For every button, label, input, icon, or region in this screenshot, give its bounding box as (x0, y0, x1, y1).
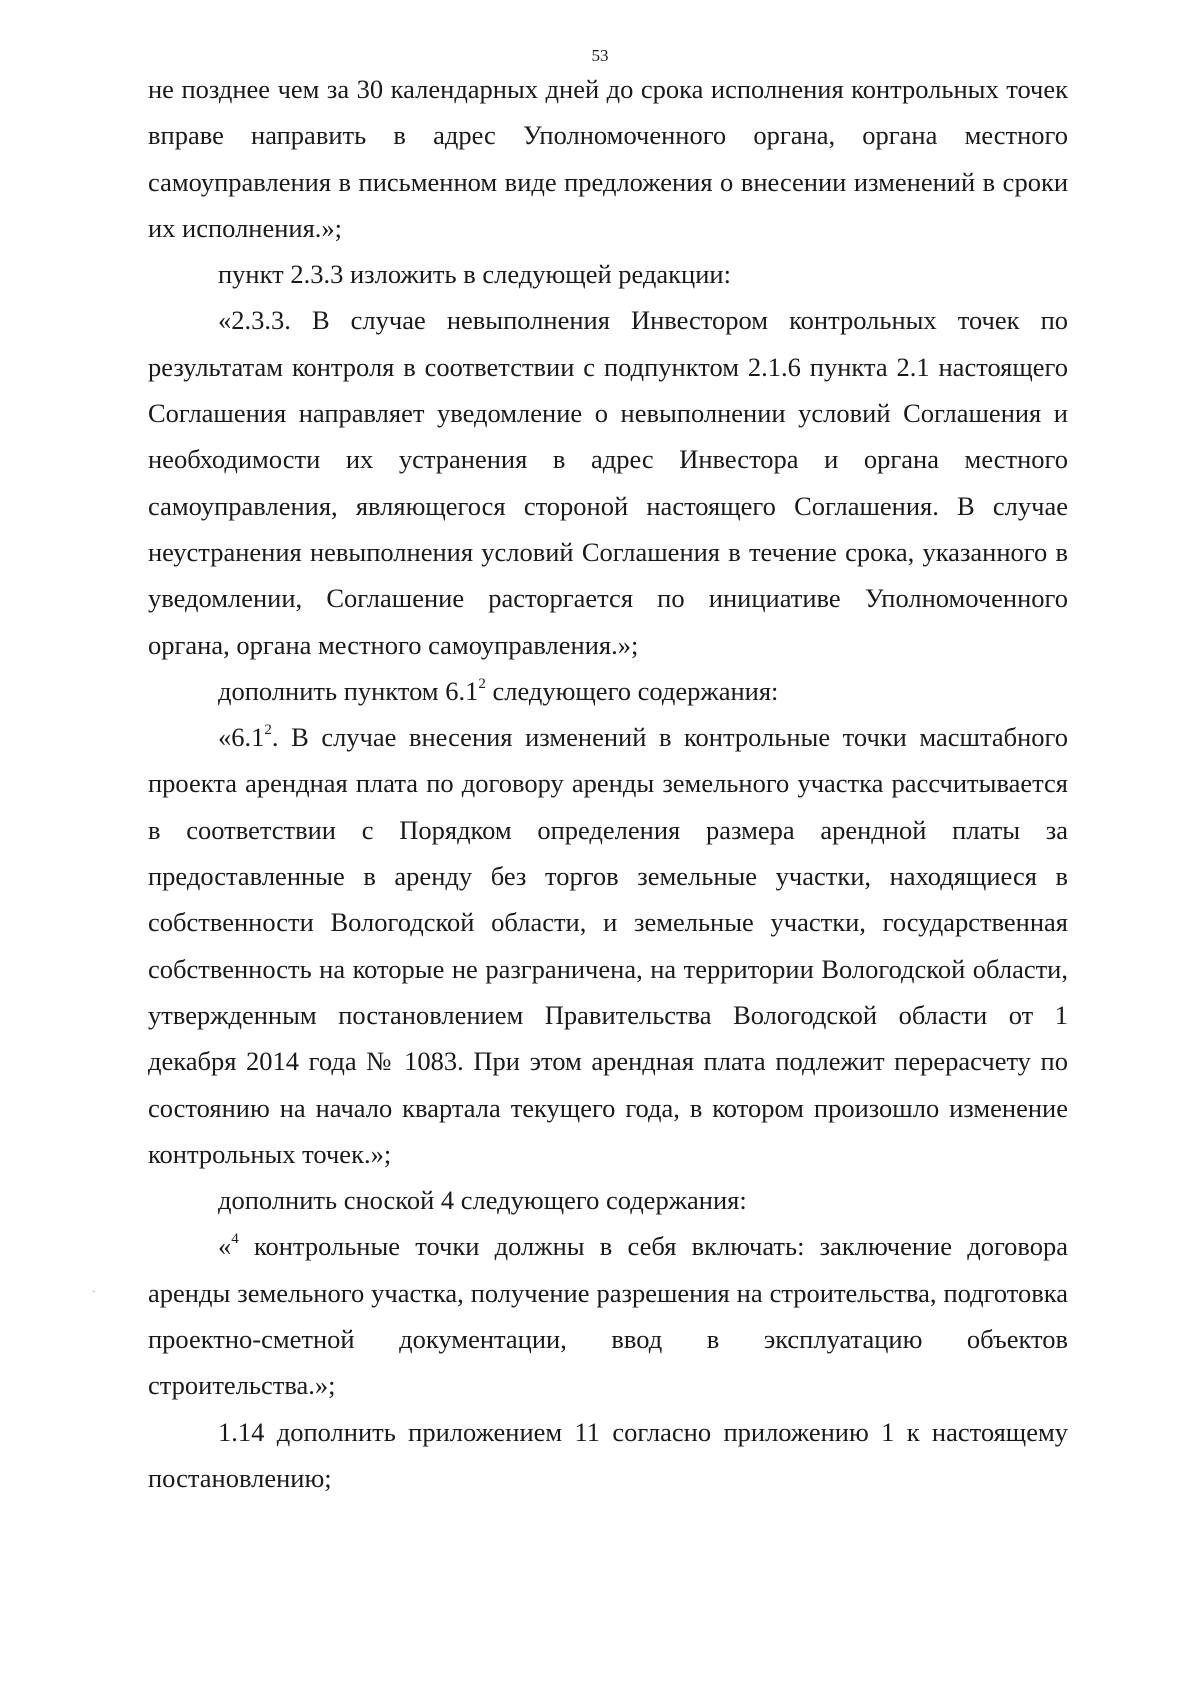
paragraph-clause-2-3-3-intro (148, 251, 1068, 297)
paragraph-footnote-4 (148, 1223, 1068, 1408)
footnote-marker: 4 (231, 1231, 239, 1248)
paragraph-text: не позднее чем за 30 календарных дней до срока исполнения контрольных точек вправе направить в адрес Уполномоченного органа, органа местного самоуправления в письменном виде предложения о внесении изменений в сроки их исполнения.»; (148, 74, 1068, 243)
paragraph-contract-amendment-deadline (148, 66, 1068, 251)
paragraph-text: контрольные точки должны в себя включать: заключение договора аренды земельного участка, получение разрешения на строительства, подготовка проектно-сметной документации, ввод в эксплуатацию объектов строительства.»; (148, 1231, 1068, 1401)
paragraph-text: дополнить сноской 4 следующего содержания: (218, 1185, 747, 1216)
document-body (148, 66, 1068, 1501)
paragraph-text: следующего содержания: (485, 675, 779, 706)
scan-speck: ` (92, 1288, 96, 1302)
paragraph-text: дополнить пунктом 6.1 (218, 675, 479, 706)
paragraph-text: «6.1 (218, 722, 265, 753)
paragraph-text: « (218, 1231, 232, 1262)
paragraph-text: «2.3.3. В случае невыполнения Инвестором контрольных точек по результатам контроля в соответствии с подпунктом 2.1.6 пункта 2.1 настоящего Соглашения направляет уведомление о невыполнении условий Соглашения и необходимости их устранения в адрес Инвестора и органа местного самоуправления, являющегося стороной настоящего Соглашения. В случае неустранения невыполнения условий Соглашения в течение срока, указанного в уведомлении, Соглашение расторгается по инициативе Уполномоченного органа, органа местного самоуправления.»; (148, 305, 1068, 660)
paragraph-footnote-4-intro (148, 1177, 1068, 1223)
superscript-marker: 2 (264, 722, 272, 739)
paragraph-text: . В случае внесения изменений в контрольные точки масштабного проекта арендная плата по договору аренды земельного участка рассчитывается в соответствии с Порядком определения размера арендной платы за предоставленные в аренду без торгов земельные участки, находящиеся в собственности Вологодской области, и земельные участки, государственная собственность на которые не разграничена, на территории Вологодской области, утвержденным постановлением Правительства Вологодской области от 1 декабря 2014 года № 1083. При этом арендная плата подлежит перерасчету по состоянию на начало квартала текущего года, в котором произошло изменение контрольных точек.»; (148, 722, 1068, 1169)
page-number: 53 (591, 46, 609, 65)
paragraph-item-1-14 (148, 1409, 1068, 1502)
paragraph-clause-6-1-2 (148, 714, 1068, 1177)
paragraph-text: 1.14 дополнить приложением 11 согласно приложению 1 к настоящему постановлению; (148, 1416, 1068, 1493)
paragraph-clause-6-1-2-intro (148, 668, 1068, 714)
superscript-marker: 2 (478, 675, 486, 692)
paragraph-clause-2-3-3 (148, 297, 1068, 667)
paragraph-text: пункт 2.3.3 изложить в следующей редакции: (218, 259, 731, 290)
